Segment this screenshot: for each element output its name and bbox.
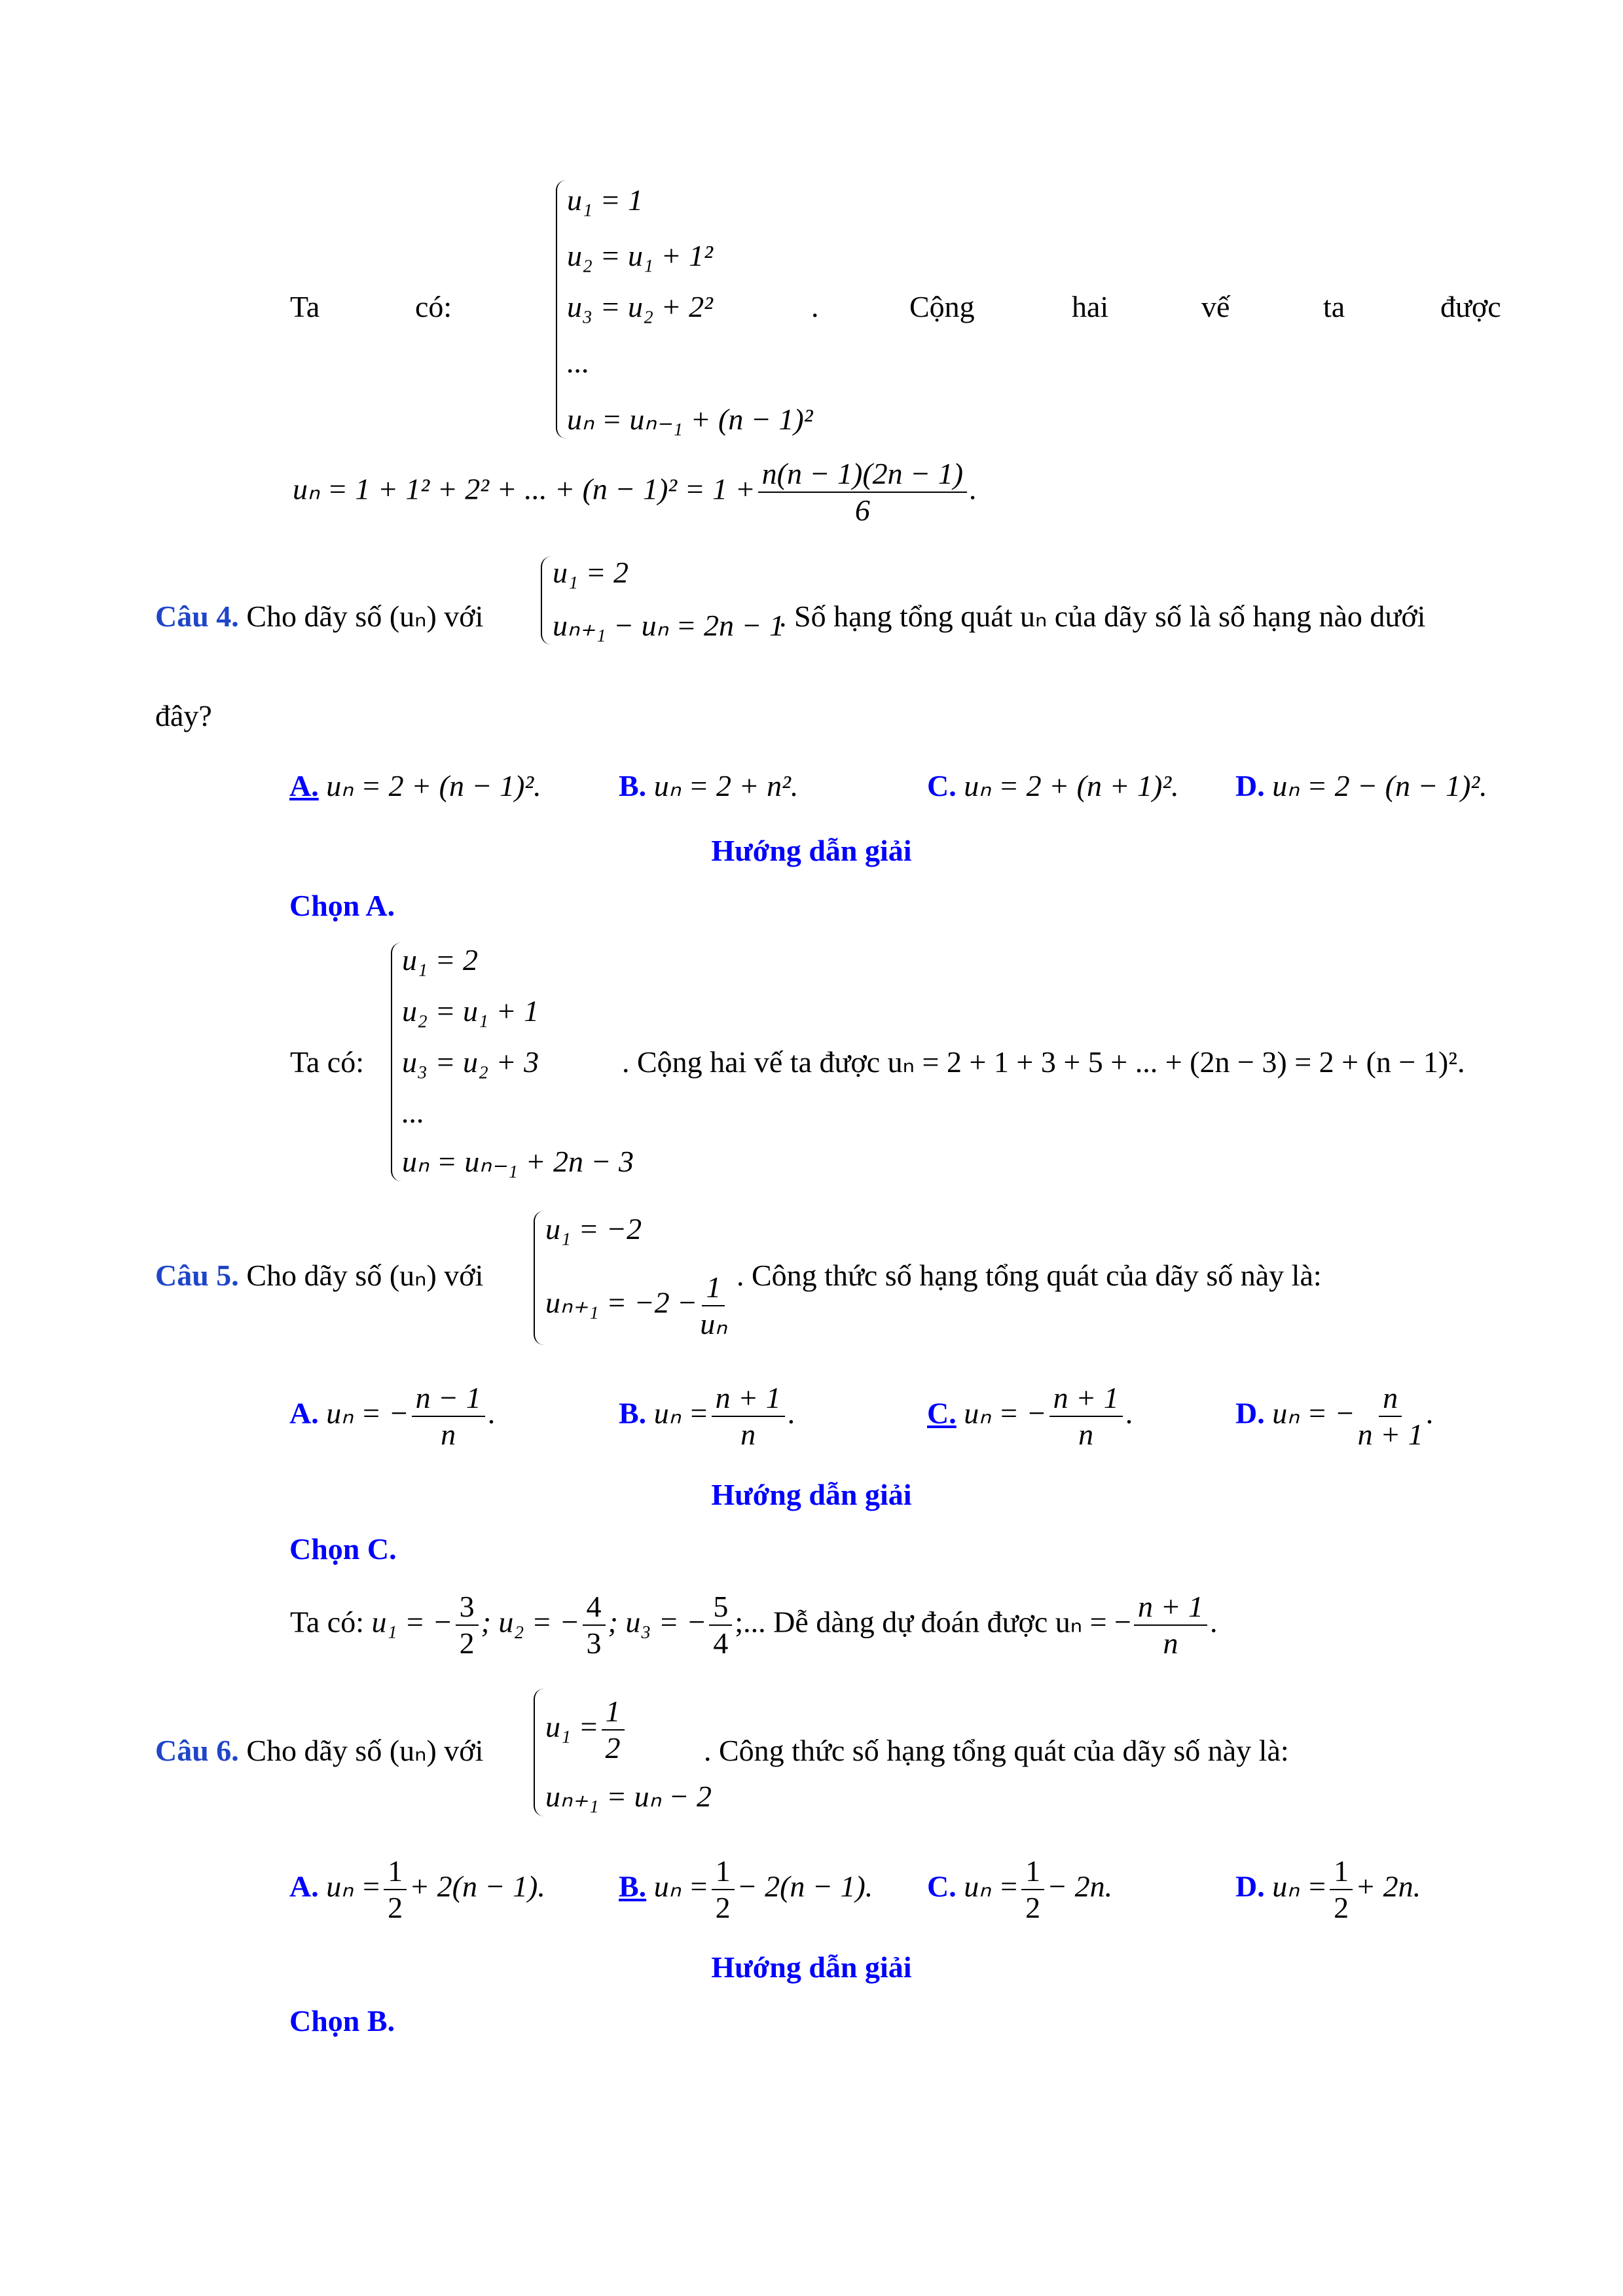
brace	[534, 1689, 544, 1816]
text: u₁ =	[545, 1710, 599, 1744]
text: uₙ = −	[964, 1396, 1047, 1430]
denominator: n	[740, 1418, 756, 1451]
fraction	[1134, 1592, 1207, 1659]
question-6	[155, 1736, 483, 1766]
guide-heading: Hướng dẫn giải	[711, 834, 912, 867]
text: uₙ =	[653, 1396, 709, 1430]
text: ;... Dễ dàng dự đoán được uₙ = −	[735, 1605, 1131, 1639]
numerator: n	[1379, 1383, 1402, 1417]
text: uₙ =	[1272, 1869, 1328, 1903]
answer-choice: Chọn C.	[289, 1532, 397, 1566]
denominator: n + 1	[1357, 1418, 1423, 1451]
numerator: 1	[1021, 1856, 1044, 1890]
question-4	[155, 601, 483, 632]
text: Ta có:	[290, 1045, 365, 1079]
option-d[interactable]: D. uₙ = − $\frac{n}{n + 1}$ .	[1235, 1381, 1434, 1451]
numerator: 1	[602, 1696, 625, 1731]
option-key: B.	[619, 1396, 647, 1430]
fraction	[1021, 1856, 1044, 1923]
answer-choice: Chọn A.	[289, 889, 395, 922]
option-key: D.	[1235, 1396, 1265, 1430]
text: ta	[1323, 290, 1345, 323]
numerator: 4	[583, 1592, 606, 1626]
text: Cho dãy số (uₙ) với	[246, 1259, 484, 1292]
fraction	[712, 1383, 785, 1450]
system-line: u₃ = u₂ + 3	[402, 1045, 539, 1079]
option-key: C.	[927, 769, 957, 802]
text: Cộng	[909, 290, 975, 323]
denominator: 2	[388, 1891, 403, 1924]
denominator: 6	[854, 493, 870, 527]
text: có:	[415, 290, 452, 323]
option-value: uₙ = 2 + n².	[653, 769, 799, 802]
option-key: A.	[289, 1396, 319, 1430]
text: đây?	[155, 699, 212, 732]
text: Ta	[290, 290, 320, 323]
solution-text: Ta có: u₁ = − $\frac{3}{2}$ ; u₂ = − $\frac{4}{3}$ ; u₃ = − $\frac{5}{4}$ ;... Dễ dàng dự đoán được uₙ = − $\frac{n + 1}{n}$ .	[290, 1590, 1218, 1660]
guide-heading: Hướng dẫn giải	[711, 1950, 912, 1984]
denominator: n	[1163, 1626, 1178, 1660]
option-d[interactable]	[1235, 1856, 1421, 1923]
denominator: 3	[586, 1626, 602, 1660]
system-line: uₙ = uₙ₋₁ + (n − 1)²	[567, 403, 813, 436]
numerator: n(n − 1)(2n − 1)	[758, 459, 967, 493]
question-label: Câu 5.	[155, 1259, 239, 1292]
fraction	[712, 1856, 735, 1923]
option-key: D.	[1235, 1869, 1265, 1903]
text: được	[1440, 290, 1501, 323]
fraction	[456, 1592, 479, 1659]
denominator: uₙ	[700, 1307, 727, 1340]
text: .	[970, 472, 977, 506]
text: − 2(n − 1).	[737, 1869, 873, 1903]
text: uₙ₊₁ = −2 −	[545, 1285, 698, 1319]
system-line: uₙ = uₙ₋₁ + 2n − 3	[402, 1145, 634, 1178]
numerator: 1	[1330, 1856, 1353, 1890]
text: Cho dãy số (uₙ) với	[246, 1734, 484, 1767]
option-key: D.	[1235, 769, 1265, 802]
question-label: Câu 4.	[155, 600, 239, 633]
numerator: n + 1	[1134, 1592, 1207, 1626]
fraction	[384, 1856, 407, 1923]
option-c[interactable]	[927, 771, 1179, 801]
option-value: uₙ = 2 + (n − 1)².	[326, 769, 541, 802]
question-label: Câu 6.	[155, 1734, 239, 1767]
text: .	[811, 290, 819, 323]
denominator: n	[1078, 1418, 1094, 1451]
numerator: 1	[702, 1272, 725, 1306]
system-line: u₁ = 2	[402, 943, 479, 977]
question-5	[155, 1261, 483, 1291]
numerator: n + 1	[1049, 1383, 1123, 1417]
option-value: uₙ = 2 − (n − 1)².	[1272, 769, 1487, 802]
guide-heading: Hướng dẫn giải	[711, 1478, 912, 1511]
fraction	[602, 1696, 625, 1763]
answer-choice: Chọn B.	[289, 2004, 395, 2037]
system-line: ...	[402, 1096, 425, 1129]
option-key: C.	[927, 1869, 957, 1903]
text: uₙ =	[326, 1869, 382, 1903]
option-c[interactable]: C. uₙ = − $\frac{n + 1}{n}$ .	[927, 1381, 1133, 1451]
text: uₙ = −	[326, 1396, 409, 1430]
text: u₁ = −	[371, 1605, 453, 1639]
option-key: B.	[619, 1869, 647, 1903]
brace	[534, 1211, 544, 1345]
numerator: 1	[712, 1856, 735, 1890]
text: + 2(n − 1).	[409, 1869, 545, 1903]
option-a[interactable]	[289, 1856, 545, 1923]
text: uₙ =	[653, 1869, 709, 1903]
text: ; u₂ = −	[481, 1605, 580, 1639]
denominator: 2	[1334, 1891, 1349, 1924]
system-line: uₙ₊₁ = uₙ − 2	[545, 1780, 712, 1813]
option-a[interactable]: A. uₙ = − $\frac{n - 1}{n}$ .	[289, 1381, 496, 1451]
system-line: ...	[567, 346, 590, 379]
numerator: 5	[709, 1592, 732, 1626]
system-line	[545, 1696, 627, 1763]
brace	[556, 180, 566, 439]
option-c[interactable]	[927, 1856, 1112, 1923]
option-d[interactable]	[1235, 771, 1487, 801]
fraction	[709, 1592, 732, 1659]
option-key: A.	[289, 769, 319, 802]
numerator: 3	[456, 1592, 479, 1626]
system-line: u₁ = −2	[545, 1212, 642, 1246]
denominator: 2	[715, 1891, 731, 1924]
option-b[interactable]: B. uₙ = $\frac{n + 1}{n}$ .	[619, 1381, 795, 1451]
fraction	[758, 459, 967, 526]
text: uₙ =	[964, 1869, 1019, 1903]
numerator: n + 1	[712, 1383, 785, 1417]
numerator: n − 1	[412, 1383, 485, 1417]
text: . Công thức số hạng tổng quát của dãy số này là:	[737, 1259, 1322, 1292]
text: vế	[1201, 290, 1230, 323]
denominator: 2	[459, 1626, 475, 1660]
fraction	[1049, 1383, 1123, 1450]
fraction	[412, 1383, 485, 1450]
fraction	[700, 1272, 727, 1339]
solution-text: . Cộng hai vế ta được uₙ = 2 + 1 + 3 + 5 + ... + (2n − 3) = 2 + (n − 1)².	[622, 1045, 1465, 1079]
system-line: u₁ = 2	[553, 556, 629, 589]
system-line: uₙ₊₁ − uₙ = 2n − 1	[553, 609, 785, 642]
text: . Công thức số hạng tổng quát của dãy số này là:	[704, 1734, 1289, 1767]
fraction	[1358, 1383, 1423, 1450]
text: uₙ = 1 + 1² + 2² + ... + (n − 1)² = 1 +	[293, 472, 756, 506]
system-line: u₂ = u₁ + 1	[402, 994, 539, 1028]
text: . Số hạng tổng quát uₙ của dãy số là số hạng nào dưới	[779, 600, 1426, 633]
denominator: 4	[713, 1626, 729, 1660]
sum-formula	[293, 459, 977, 526]
text: Ta có:	[290, 1605, 365, 1639]
option-key: B.	[619, 769, 647, 802]
option-key: A.	[289, 1869, 319, 1903]
text: Cho dãy số (uₙ) với	[246, 600, 484, 633]
text: uₙ = −	[1272, 1396, 1355, 1430]
system-line: u₂ = u₁ + 1²	[567, 239, 713, 272]
fraction	[1330, 1856, 1353, 1923]
text: hai	[1072, 290, 1109, 323]
option-key: C.	[927, 1396, 957, 1430]
text: − 2n.	[1047, 1869, 1113, 1903]
option-a[interactable]	[289, 771, 541, 801]
option-value: uₙ = 2 + (n + 1)².	[964, 769, 1179, 802]
denominator: n	[441, 1418, 456, 1451]
fraction	[583, 1592, 606, 1659]
denominator: 2	[605, 1731, 621, 1765]
system-line: u₁ = 1	[567, 183, 644, 217]
text: + 2n.	[1355, 1869, 1421, 1903]
system-line: u₃ = u₂ + 2²	[567, 290, 713, 323]
brace	[541, 556, 551, 645]
numerator: 1	[384, 1856, 407, 1890]
option-b[interactable]	[619, 1856, 873, 1923]
system-line	[545, 1272, 730, 1339]
brace	[391, 942, 401, 1181]
option-b[interactable]	[619, 771, 798, 801]
denominator: 2	[1025, 1891, 1041, 1924]
text: ; u₃ = −	[608, 1605, 707, 1639]
